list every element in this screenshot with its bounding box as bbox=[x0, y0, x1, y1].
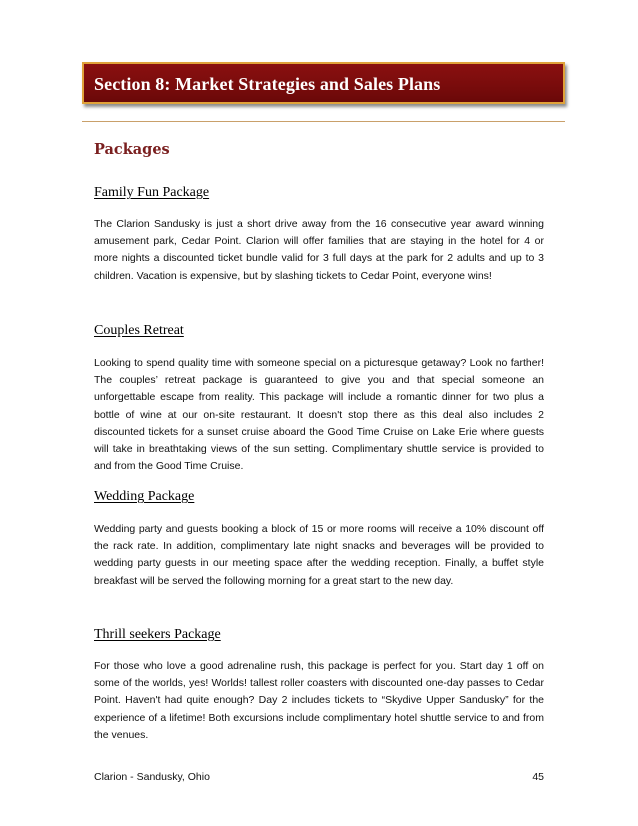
couples-retreat-title: Couples Retreat bbox=[94, 323, 184, 338]
banner-divider bbox=[82, 121, 565, 122]
wedding-package-body: Wedding party and guests booking a block of 15 or more rooms will receive a 10% discount off the rack rate. In addition, complimentary late night snacks and beverages will be provided to wedding party guests in our meeting space after the wedding reception. Finally, a buffet style breakfast will be served the following morning for a great start to the new day. bbox=[94, 523, 544, 587]
family-package-title: Family Fun Package bbox=[94, 185, 210, 200]
section-title: Section 8: Market Strategies and Sales Plans bbox=[94, 74, 441, 94]
footer-location: Clarion - Sandusky, Ohio bbox=[94, 771, 210, 783]
packages-heading: Packages bbox=[94, 141, 170, 158]
thrill-package-body: For those who love a good adrenaline rush, this package is perfect for you. Start day 1 off on some of the worlds, yes! Worlds! tallest roller coasters with discounted one-day passes to Cedar Point. Haven't had quite enough? Day 2 includes tickets to “Skydive Upper Sandusky” for the experience of a lifetime! Both excursions include complimentary hotel shuttle service to and from the venues. bbox=[94, 660, 544, 741]
couples-retreat-body: Looking to spend quality time with someone special on a picturesque getaway? Look no farther! The couples’ retreat package is guaranteed to give you and that special someone an unforgettable escape from reality. This package will include a romantic dinner for two plus a bottle of wine at our on-site restaurant. It doesn't stop there as this deal also includes 2 discounted tickets for a sunset cruise aboard the Good Time Cruise on Lake Erie where guests will take in breathtaking views of the sun setting. Complimentary shuttle service is provided to and from the Good Time Cruise. bbox=[94, 357, 544, 473]
wedding-package-title: Wedding Package bbox=[94, 489, 195, 504]
thrill-package-title: Thrill seekers Package bbox=[94, 627, 221, 642]
family-package-body: The Clarion Sandusky is just a short drive away from the 16 consecutive year award winning amusement park, Cedar Point. Clarion will offer families that are staying in the hotel for 4 or more nights a discounted ticket bundle valid for 3 full days at the park for 2 adults and up to 3 children. Vacation is expensive, but by slashing tickets to Cedar Point, everyone wins! bbox=[94, 218, 544, 282]
page-number: 45 bbox=[532, 771, 544, 783]
section-banner bbox=[82, 62, 565, 104]
